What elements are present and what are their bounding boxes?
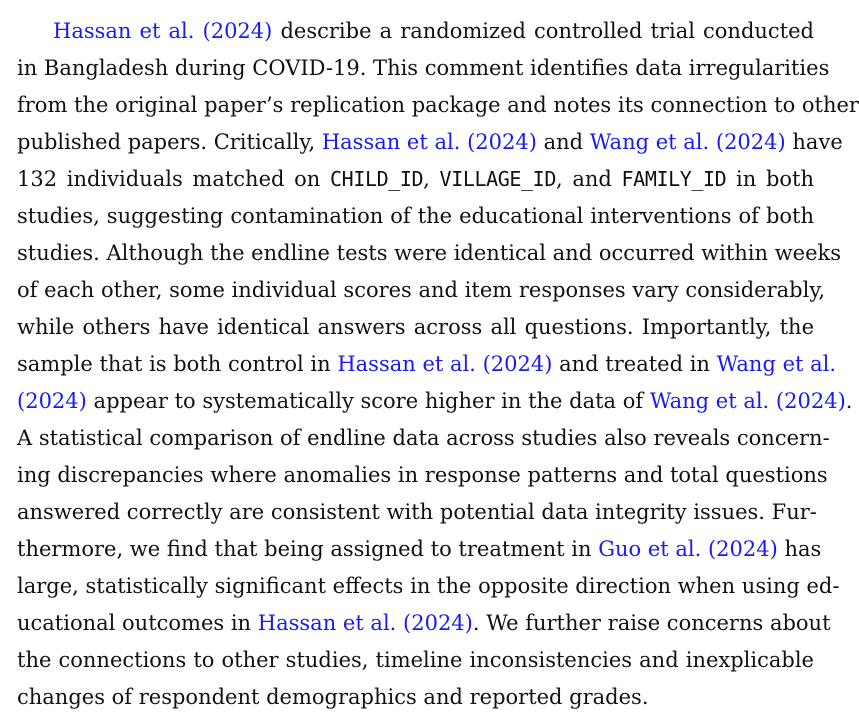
text-line: of each other, some individual scores and item responses vary considerably,: [17, 278, 826, 302]
text-line: thermore, we find that being assigned to treatment in Guo et al. (2024) has: [17, 537, 822, 561]
text-line: studies, suggesting contamination of the educational interventions of both: [17, 204, 814, 228]
abstract-paragraph: [17, 13, 859, 716]
text-line: Hassan et al. (2024) describe a randomized controlled trial conducted: [53, 19, 814, 43]
citation-link-wang[interactable]: Wang et al.: [716, 352, 837, 376]
citation-link-guo[interactable]: Guo et al. (2024): [598, 537, 778, 561]
citation-link-hassan[interactable]: Hassan et al. (2024): [53, 19, 273, 43]
citation-link-wang[interactable]: Wang et al. (2024): [589, 130, 786, 154]
text-line: published papers. Critically, Hassan et al. (2024) and Wang et al. (2024) have: [17, 130, 843, 154]
text-line: ing discrepancies where anomalies in response patterns and total questions: [17, 463, 828, 487]
text-line: (2024) appear to systematically score higher in the data of Wang et al. (2024).: [17, 389, 853, 413]
text-line: A statistical comparison of endline data across studies also reveals concern-: [17, 426, 830, 450]
text-line: answered correctly are consistent with potential data integrity issues. Fur-: [17, 500, 817, 524]
citation-link-hassan[interactable]: Hassan et al. (2024): [257, 611, 473, 635]
text-line: changes of respondent demographics and reported grades.: [17, 685, 649, 709]
identifier-village-id: VILLAGE_ID: [439, 167, 556, 191]
citation-link-wang-year[interactable]: (2024): [17, 389, 87, 413]
citation-link-hassan[interactable]: Hassan et al. (2024): [337, 352, 553, 376]
text-line: in Bangladesh during COVID-19. This comment identifies data irregularities: [17, 56, 830, 80]
text-line: 132 individuals matched on CHILD_ID, VILLAGE_ID, and FAMILY_ID in both: [17, 167, 814, 191]
text-line: ucational outcomes in Hassan et al. (2024). We further raise concerns about: [17, 611, 831, 635]
citation-link-hassan[interactable]: Hassan et al. (2024): [321, 130, 537, 154]
text-line: large, statistically significant effects in the opposite direction when using ed-: [17, 574, 840, 598]
text-line: while others have identical answers across all questions. Importantly, the: [17, 315, 814, 339]
text-line: studies. Although the endline tests were identical and occurred within weeks: [17, 241, 842, 265]
text-line: sample that is both control in Hassan et al. (2024) and treated in Wang et al.: [17, 352, 837, 376]
identifier-family-id: FAMILY_ID: [621, 167, 727, 191]
identifier-child-id: CHILD_ID: [330, 167, 424, 191]
text-line: from the original paper’s replication package and notes its connection to other: [17, 93, 859, 117]
citation-link-wang[interactable]: Wang et al. (2024): [649, 389, 846, 413]
text-line: the connections to other studies, timeline inconsistencies and inexplicable: [17, 648, 814, 672]
